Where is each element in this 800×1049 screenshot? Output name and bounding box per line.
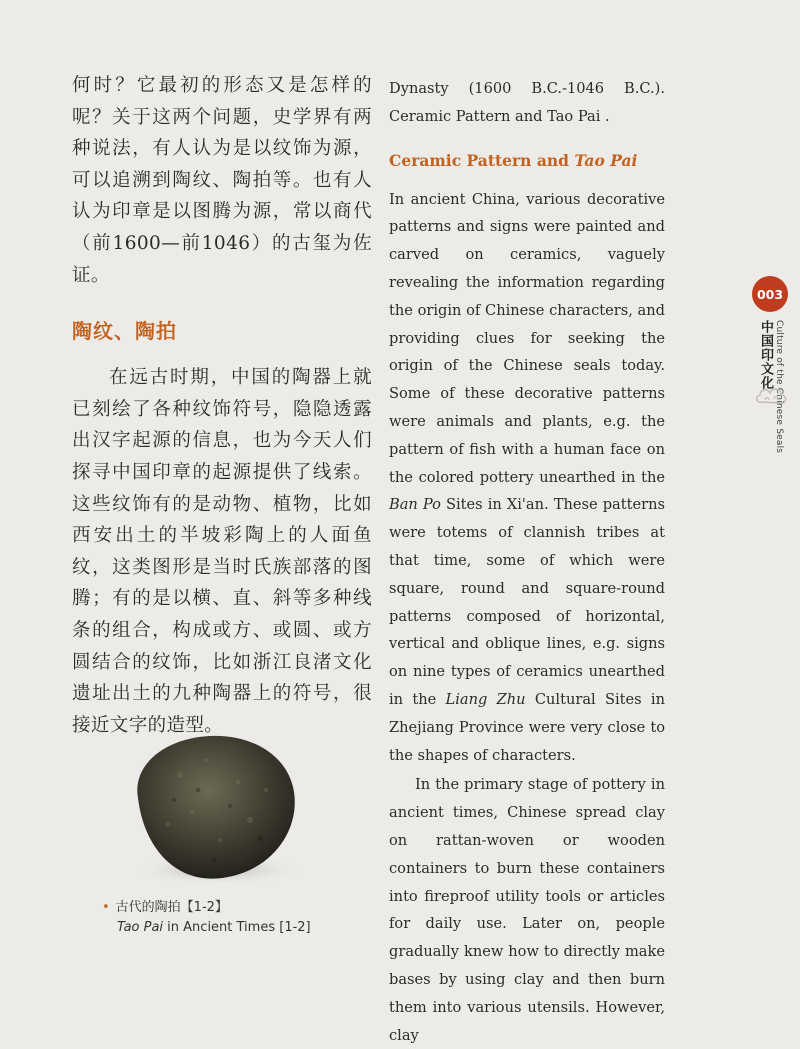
caption-english [102, 918, 362, 938]
english-p1-part-c: Cultural Sites in Zhejiang Province were very close to the shapes of characters. [389, 690, 665, 764]
chinese-column [72, 70, 372, 741]
book-title-chinese: 中国印文化 [758, 320, 773, 390]
english-heading-main: Ceramic Pattern and [389, 150, 575, 170]
english-p1-part-a: In ancient China, various decorative patterns and signs were painted and carved on ceramics, vaguely revealing the information regarding the origin of Chinese characters, and providing clues for seeking the origin of the Chinese seals today. Some of these decorative patterns were animals and plants, e.g. the pattern of fish with a human face on the colored pottery unearthed in the [389, 190, 665, 486]
tao-pai-stone-image [110, 720, 310, 890]
cloud-ornament-icon [752, 376, 792, 416]
english-p1-ban-po: Ban Po [389, 496, 441, 514]
english-intro-paragraph: Dynasty (1600 B.C.-1046 B.C.). Ceramic Pattern and Tao Pai . [389, 80, 665, 125]
english-heading-italic: Tao Pai [574, 150, 638, 170]
photo-caption [102, 898, 362, 938]
chinese-intro-paragraph: 何时？它最初的形态又是怎样的呢？关于这两个问题，史学界有两种说法，有人认为是以纹饰为源，可以追溯到陶纹、陶拍等。也有人认为印章是以图腾为源，常以商代（前1600—前1046）的古玺为佐证。 [72, 75, 372, 286]
caption-english-rest: in Ancient Times [1-2] [163, 920, 311, 935]
english-paragraph-1 [389, 186, 665, 770]
english-paragraph-2: In the primary stage of pottery in ancient times, Chinese spread clay on rattan-woven or wooden containers to burn these containers into fireproof utility tools or articles for daily use. Later on, people gradually knew how to directly make bases by using clay and then burn them into various utensils. However, clay [389, 776, 665, 1044]
chinese-section-heading: 陶纹、陶拍 [72, 319, 177, 344]
caption-english-italic: Tao Pai [117, 920, 164, 935]
english-p1-liang-zhu: Liang Zhu [445, 690, 526, 708]
book-title-english: Culture of the Chinese Seals [774, 320, 784, 454]
chinese-body-paragraph: 在远古时期，中国的陶器上就已刻绘了各种纹饰符号，隐隐透露出汉字起源的信息，也为今天人们探寻中国印章的起源提供了线索。这些纹饰有的是动物、植物，比如西安出土的半坡彩陶上的人面鱼纹，这类图形是当时氏族部落的图腾；有的是以横、直、斜等多种线条的组合，构成或方、或圆、或方圆结合的纹饰，比如浙江良渚文化遗址出土的九种陶器上的符号，很接近文字的造型。 [72, 367, 372, 736]
page-number-badge: 003 [752, 276, 788, 312]
caption-bullet: • [102, 900, 110, 915]
caption-chinese: 古代的陶拍【1-2】 [115, 900, 228, 915]
english-column [389, 75, 665, 1049]
english-section-heading [389, 151, 665, 170]
tao-pai-photo [110, 720, 310, 890]
side-tab [752, 276, 792, 496]
english-p1-part-b: Sites in Xi'an. These patterns were totems of clannish tribes at that time, some of which were square, round and square-round patterns composed of horizontal, vertical and oblique lines, e.g. signs on nine types of ceramics unearthed in the [389, 496, 665, 708]
